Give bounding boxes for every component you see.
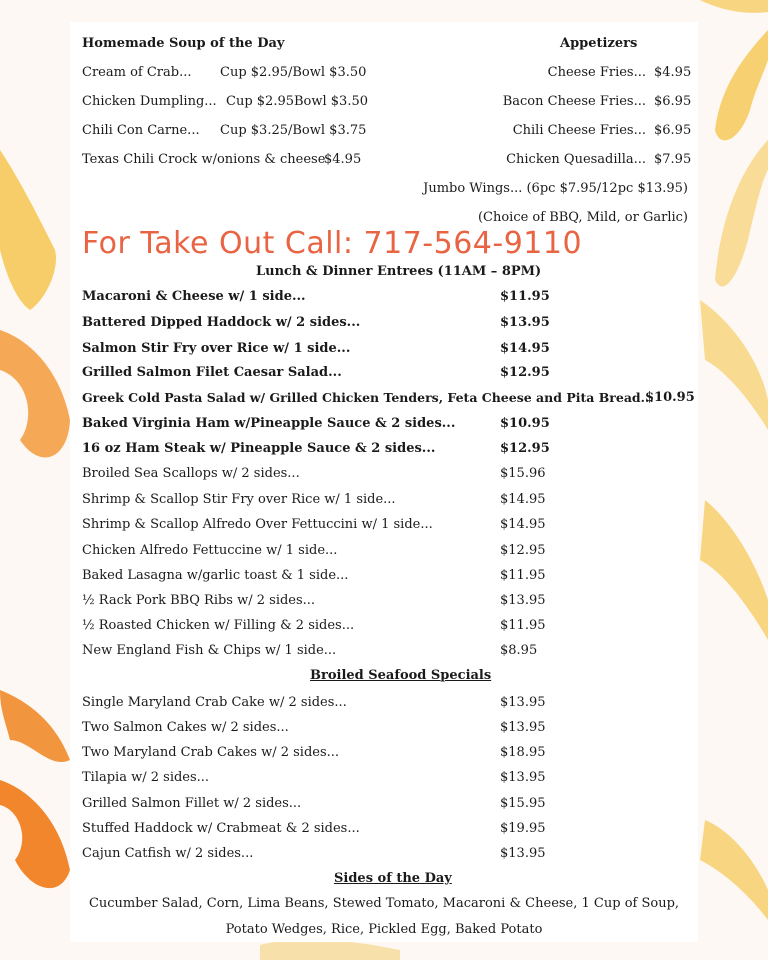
entree-item-price: $10.95: [500, 416, 550, 431]
entree-item-name: Shrimp & Scallop Alfredo Over Fettuccini w/ 1 side...: [82, 517, 433, 532]
entree-item-name: Grilled Salmon Filet Caesar Salad...: [82, 365, 342, 380]
entree-item-price: $14.95: [500, 517, 546, 532]
entree-item-price: $11.95: [500, 618, 546, 633]
appetizer-item-name: Chili Cheese Fries...: [512, 123, 646, 138]
seafood-heading: Broiled Seafood Specials: [310, 668, 492, 683]
entree-item-name: Battered Dipped Haddock w/ 2 sides...: [82, 315, 361, 330]
entree-item-name: New England Fish & Chips w/ 1 side...: [82, 643, 337, 658]
soup-item-price: $4.95: [324, 152, 362, 167]
entree-item-name: ½ Roasted Chicken w/ Filling & 2 sides...: [82, 618, 355, 633]
seafood-item-name: Grilled Salmon Fillet w/ 2 sides...: [82, 796, 302, 811]
soup-item-price: Cup $2.95Bowl $3.50: [226, 94, 369, 109]
appetizer-item-price: $7.95: [654, 152, 692, 167]
seafood-item-name: Cajun Catfish w/ 2 sides...: [82, 846, 254, 861]
sides-heading: Sides of the Day: [334, 871, 452, 886]
soup-item-name: Texas Chili Crock w/onions & cheese: [82, 152, 326, 167]
entree-item-price: $11.95: [500, 289, 550, 304]
soup-item-price: Cup $3.25/Bowl $3.75: [220, 123, 367, 138]
appetizer-item-price: $6.95: [654, 94, 692, 109]
appetizer-item-price: $4.95: [654, 65, 692, 80]
seafood-item-name: Single Maryland Crab Cake w/ 2 sides...: [82, 695, 347, 710]
seafood-item-price: $18.95: [500, 745, 546, 760]
seafood-item-price: $13.95: [500, 720, 546, 735]
soup-item-name: Chili Con Carne...: [82, 123, 200, 138]
appetizer-item-name: Chicken Quesadilla...: [506, 152, 646, 167]
entree-item-price: $11.95: [500, 568, 546, 583]
entree-item-price: $12.95: [500, 365, 550, 380]
entree-item-price: $15.96: [500, 466, 546, 481]
entree-item-name: Baked Lasagna w/garlic toast & 1 side...: [82, 568, 349, 583]
seafood-item-name: Two Maryland Crab Cakes w/ 2 sides...: [82, 745, 340, 760]
seafood-item-price: $13.95: [500, 770, 546, 785]
entree-item-name: Greek Cold Pasta Salad w/ Grilled Chicken Tenders, Feta Cheese and Pita Bread...: [82, 390, 654, 405]
soup-item-price: Cup $2.95/Bowl $3.50: [220, 65, 367, 80]
soup-item-name: Cream of Crab...: [82, 65, 192, 80]
entree-item-name: ½ Rack Pork BBQ Ribs w/ 2 sides...: [82, 593, 316, 608]
entree-item-name: Baked Virginia Ham w/Pineapple Sauce & 2 sides...: [82, 416, 456, 431]
entree-item-price: $12.95: [500, 441, 550, 456]
entree-item-name: 16 oz Ham Steak w/ Pineapple Sauce & 2 sides...: [82, 441, 436, 456]
entree-item-price: $14.95: [500, 492, 546, 507]
entree-item-price: $10.95: [645, 390, 695, 405]
seafood-item-price: $19.95: [500, 821, 546, 836]
entree-item-name: Macaroni & Cheese w/ 1 side...: [82, 289, 306, 304]
entree-item-name: Salmon Stir Fry over Rice w/ 1 side...: [82, 341, 351, 356]
entree-item-price: $8.95: [500, 643, 538, 658]
entrees-heading: Lunch & Dinner Entrees (11AM – 8PM): [256, 264, 542, 279]
seafood-item-name: Two Salmon Cakes w/ 2 sides...: [82, 720, 289, 735]
appetizer-item-name: Cheese Fries...: [547, 65, 646, 80]
entree-item-name: Broiled Sea Scallops w/ 2 sides...: [82, 466, 300, 481]
soup-heading: Homemade Soup of the Day: [82, 36, 285, 51]
sides-line-1: Cucumber Salad, Corn, Lima Beans, Stewed Tomato, Macaroni & Cheese, 1 Cup of Soup,: [88, 896, 680, 911]
soup-item-name: Chicken Dumpling...: [82, 94, 217, 109]
appetizer-item-name: Bacon Cheese Fries...: [502, 94, 646, 109]
entree-item-price: $14.95: [500, 341, 550, 356]
seafood-item-name: Tilapia w/ 2 sides...: [82, 770, 210, 785]
entree-item-name: Shrimp & Scallop Stir Fry over Rice w/ 1 side...: [82, 492, 396, 507]
seafood-item-price: $15.95: [500, 796, 546, 811]
seafood-item-price: $13.95: [500, 695, 546, 710]
sides-line-2: Potato Wedges, Rice, Pickled Egg, Baked Potato: [225, 922, 543, 937]
appetizers-heading: Appetizers: [560, 36, 638, 51]
entree-item-price: $13.95: [500, 593, 546, 608]
entree-item-price: $12.95: [500, 543, 546, 558]
entree-item-price: $13.95: [500, 315, 550, 330]
jumbo-wings: Jumbo Wings... (6pc $7.95/12pc $13.95): [423, 181, 688, 196]
entree-item-name: Chicken Alfredo Fettuccine w/ 1 side...: [82, 543, 338, 558]
appetizer-item-price: $6.95: [654, 123, 692, 138]
takeout-phone: For Take Out Call: 717-564-9110: [82, 226, 583, 261]
seafood-item-name: Stuffed Haddock w/ Crabmeat & 2 sides...: [82, 821, 360, 836]
seafood-item-price: $13.95: [500, 846, 546, 861]
wings-note: (Choice of BBQ, Mild, or Garlic): [477, 210, 688, 225]
